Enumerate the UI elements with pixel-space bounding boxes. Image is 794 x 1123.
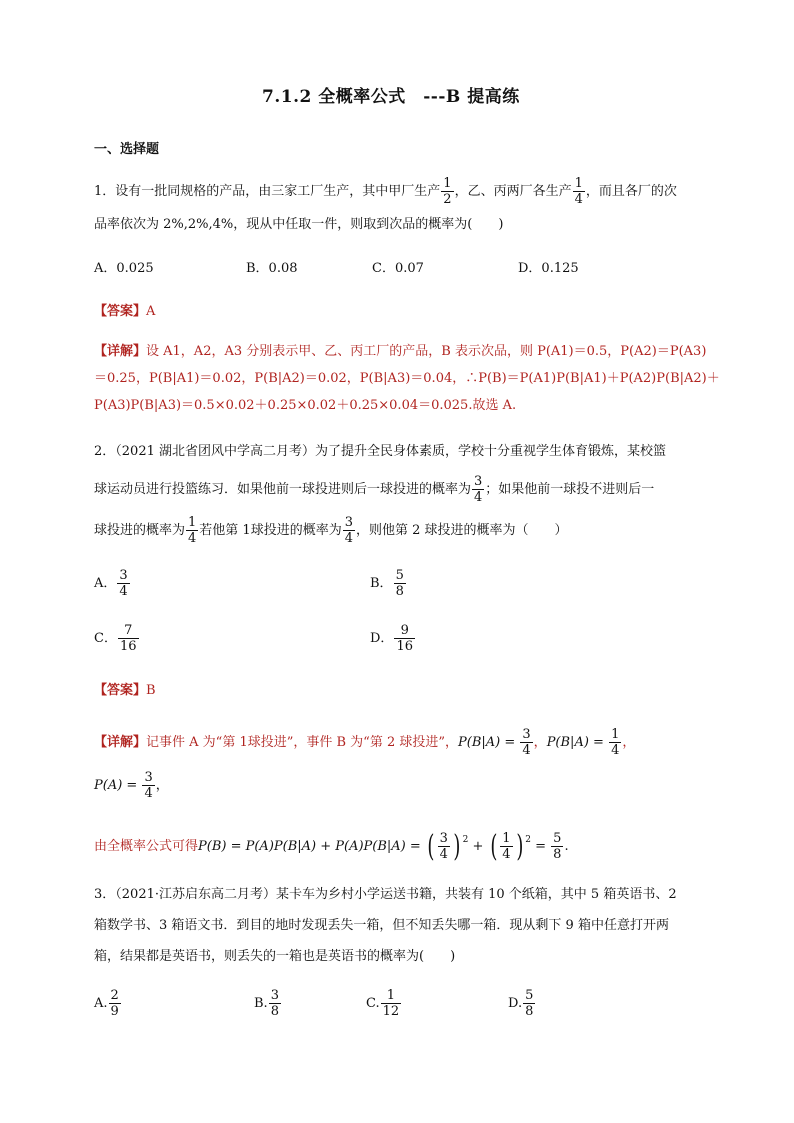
question-3-line-1: 3．（2021·江苏启东高二月考）某卡车为乡村小学运送书籍，共装有 10 个纸箱，其中 5 箱英语书、2 <box>94 887 677 902</box>
q1-detail-line-1: 【详解】设 A1，A2，A3 分别表示甲、乙、丙工厂的产品，B 表示次品，则 P(A1)＝0.5，P(A2)＝P(A3) <box>94 344 707 359</box>
q2-total-probability: 由全概率公式可得P(B) = P(A)P(B|A) + P(A)P(B|A) = ( $\frac{3}{4}$ ) $^2$ + ( $\frac{1}{4}$ ) $^2$ = $\frac{5}{8}$ . <box>94 828 569 864</box>
question-3-line-2: 箱数学书、3 箱语文书．到目的地时发现丢失一箱，但不知丢失哪一箱．现从剩下 9 箱中任意打开两 <box>94 918 669 933</box>
q1-option-c: C．0.07 <box>372 261 424 276</box>
q2-answer: 【答案】B <box>94 683 156 698</box>
q2-option-a: A． $\frac{3}{4}$ <box>94 568 128 599</box>
fraction-three-quarters: $\frac{3}{4}$ <box>344 515 353 546</box>
fraction-one-half: $\frac{1}{2}$ <box>443 176 452 207</box>
q1-detail-line-2: ＝0.25，P(B|A1)＝0.02，P(B|A2)＝0.02，P(B|A3)＝0.04，∴P(B)＝P(A1)P(B|A1)＋P(A2)P(B|A2)＋ <box>94 371 720 386</box>
q2-option-b: B． $\frac{5}{8}$ <box>370 568 404 599</box>
q2-detail-line-2: P(A) = $\frac{3}{4}$ ， <box>94 770 169 801</box>
question-2-line-3: 球投进的概率为 $\frac{1}{4}$ 若他第 1球投进的概率为 $\frac{3}{4}$ ，则他第 2 球投进的概率为（ ） <box>94 515 568 546</box>
q1-detail-line-3: P(A3)P(B|A3)＝0.5×0.02＋0.25×0.02＋0.25×0.04＝0.025.故选 A. <box>94 398 517 413</box>
q2-option-d: D． $\frac{9}{16}$ <box>370 623 413 654</box>
q3-option-c: C. $\frac{1}{12}$ <box>366 988 400 1019</box>
q3-option-a: A. $\frac{2}{9}$ <box>94 988 119 1019</box>
question-1-line-2: 品率依次为 2%,2%,4%，现从中任取一件，则取到次品的概率为( ) <box>94 217 504 232</box>
section-heading: 一、选择题 <box>94 142 160 157</box>
q1-option-a: A．0.025 <box>94 261 154 276</box>
page-title: 7.1.2 全概率公式 ---B 提高练 <box>262 87 520 107</box>
q3-option-d: D. $\frac{5}{8}$ <box>508 988 534 1019</box>
q2-detail-line-1: 【详解】记事件 A 为“第 1球投进”，事件 B 为“第 2 球投进”，P(B|A) = $\frac{3}{4}$ ，P(B|A) = $\frac{1}{4}$ ， <box>94 727 636 758</box>
question-3-line-3: 箱，结果都是英语书，则丢失的一箱也是英语书的概率为( ) <box>94 949 456 964</box>
question-1-line-1: 1．设有一批同规格的产品，由三家工厂生产，其中甲厂生产 $\frac{1}{2}$ ，乙、丙两厂各生产 $\frac{1}{4}$ ，而且各厂的次 <box>94 176 677 207</box>
q1-answer: 【答案】A <box>94 304 156 319</box>
fraction-three-quarters: $\frac{3}{4}$ <box>474 474 483 505</box>
q1-option-d: D．0.125 <box>518 261 579 276</box>
q3-option-b: B. $\frac{3}{8}$ <box>254 988 279 1019</box>
fraction-one-quarter: $\frac{1}{4}$ <box>574 176 583 207</box>
question-2-line-2: 球运动员进行投篮练习．如果他前一球投进则后一球投进的概率为 $\frac{3}{4}$ ；如果他前一球投不进则后一 <box>94 474 655 505</box>
fraction-one-quarter: $\frac{1}{4}$ <box>188 515 197 546</box>
question-2-line-1: 2．（2021 湖北省团风中学高二月考）为了提升全民身体素质，学校十分重视学生体育锻炼，某校篮 <box>94 444 666 459</box>
q1-option-b: B．0.08 <box>246 261 298 276</box>
q2-option-c: C． $\frac{7}{16}$ <box>94 623 137 654</box>
